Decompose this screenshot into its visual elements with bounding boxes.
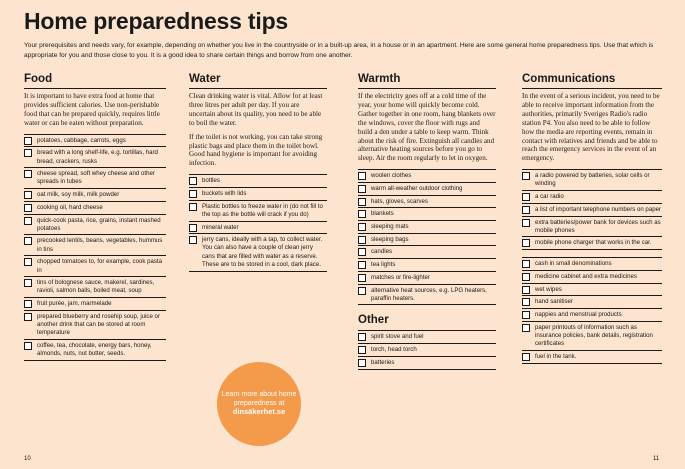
- checklist-item-label: tins of bolognese sauce, makerel, sardines, ravioli, salmon balls, boiled meat, soup: [37, 279, 155, 295]
- checklist-item[interactable]: [358, 331, 496, 344]
- checkbox[interactable]: [24, 300, 32, 308]
- checkbox[interactable]: [189, 190, 197, 198]
- checklist-item[interactable]: [358, 285, 496, 306]
- food-column: [24, 72, 166, 361]
- water-column: [189, 72, 327, 272]
- checkbox[interactable]: [358, 172, 366, 180]
- checklist-item[interactable]: [189, 175, 327, 188]
- badge-link[interactable]: dinsäkerhet.se: [232, 407, 286, 417]
- checkbox[interactable]: [189, 203, 197, 211]
- checklist-item-label: batteries: [371, 358, 395, 366]
- food-heading: Food: [24, 72, 166, 89]
- checklist-item[interactable]: [522, 191, 662, 204]
- checkbox[interactable]: [24, 191, 32, 199]
- checklist-item-label: prepared blueberry and rosehip soup, juice or another drink that can be stored at room temperature: [37, 312, 160, 337]
- checklist-item[interactable]: [24, 298, 166, 311]
- checklist-item[interactable]: [358, 344, 496, 357]
- checklist-item[interactable]: [522, 237, 662, 250]
- food-text: It is important to have extra food at home that provides sufficient calories. Use non-perishable food that can be prepared quickly, requires little water or can be eaten without preparation.: [24, 92, 160, 127]
- checkbox[interactable]: [24, 204, 32, 212]
- checkbox[interactable]: [358, 198, 366, 206]
- checklist-item[interactable]: [358, 221, 496, 234]
- checkbox[interactable]: [522, 298, 530, 306]
- checklist-item[interactable]: [24, 189, 166, 202]
- checklist-item[interactable]: [358, 259, 496, 272]
- checkbox[interactable]: [522, 206, 530, 214]
- checklist-item-label: a radio powered by batteries, solar cells or winding: [535, 172, 650, 188]
- checklist-item-label: Plastic bottles to freeze water in (do not fill to the top as the bottle will crack if you do): [202, 202, 323, 218]
- checkbox[interactable]: [522, 286, 530, 294]
- checklist-item-label: quick-cook pasta, rice, grains, instant mashed potatoes: [37, 216, 161, 232]
- checklist-item[interactable]: [522, 322, 662, 351]
- checkbox[interactable]: [522, 239, 530, 247]
- checklist-item[interactable]: [24, 340, 166, 361]
- checkbox[interactable]: [358, 248, 366, 256]
- checkbox[interactable]: [358, 185, 366, 193]
- checklist-item-label: oat milk, soy milk, milk powder: [37, 191, 120, 199]
- checkbox[interactable]: [24, 258, 32, 266]
- checkbox[interactable]: [189, 224, 197, 232]
- communications-checklist: [522, 169, 662, 250]
- checkbox[interactable]: [358, 236, 366, 244]
- checkbox[interactable]: [189, 177, 197, 185]
- checklist-item[interactable]: [189, 234, 327, 271]
- badge-text: Learn more about home preparedness at: [221, 391, 297, 407]
- communications-text: In the event of a serious incident, you need to be able to receive important information from the authorities, primarily Sveriges Radio's radio station P4. You also need to be able to follow how the media are reporting events, remain in contact with relatives and friends and be able to reach the emergency services in the event of an emergency.: [522, 92, 660, 163]
- checkbox[interactable]: [358, 333, 366, 341]
- checkbox[interactable]: [24, 279, 32, 287]
- water-text-2: If the toilet is not working, you can take strong plastic bags and place them in the toilet bowl. Good hand hygiene is important for avoiding infection.: [189, 132, 323, 168]
- checklist-item-label: precooked lentils, beans, vegetables, hummus in tins: [37, 237, 163, 253]
- checklist-item-label: potatoes, cabbage, carrots, eggs: [37, 136, 126, 144]
- checklist-item[interactable]: [522, 271, 662, 284]
- water-heading: Water: [189, 72, 327, 89]
- page-number-left: 10: [24, 456, 31, 462]
- checkbox[interactable]: [24, 217, 32, 225]
- checklist-item-label: fruit purée, jam, marmelade: [37, 300, 112, 308]
- checkbox[interactable]: [358, 274, 366, 282]
- checklist-item[interactable]: [24, 215, 166, 236]
- checklist-item[interactable]: [522, 309, 662, 322]
- checklist-item-label: cooking oil, hard cheese: [37, 203, 103, 211]
- checklist-item[interactable]: [189, 201, 327, 222]
- checklist-item[interactable]: [358, 272, 496, 285]
- checklist-item[interactable]: [358, 246, 496, 259]
- checklist-item-label: hand sanitiser: [535, 298, 573, 306]
- other-heading: Other: [358, 314, 389, 327]
- checkbox[interactable]: [522, 260, 530, 268]
- warmth-column: [358, 72, 496, 370]
- checkbox[interactable]: [522, 219, 530, 227]
- checklist-item[interactable]: [24, 277, 166, 298]
- warmth-heading: Warmth: [358, 72, 496, 89]
- checkbox[interactable]: [24, 313, 32, 321]
- checklist-item-label: bottles: [202, 177, 220, 185]
- checklist-item[interactable]: [189, 222, 327, 235]
- checkbox[interactable]: [358, 346, 366, 354]
- checklist-item-label: sleeping bags: [371, 235, 409, 243]
- checklist-item-label: spirit stove and fuel: [371, 333, 424, 341]
- checkbox[interactable]: [358, 261, 366, 269]
- checklist-item[interactable]: [522, 351, 662, 364]
- checklist-item-label: wet wipes: [535, 285, 562, 293]
- checklist-item-label: a car radio: [535, 193, 564, 201]
- checkbox[interactable]: [358, 287, 366, 295]
- checklist-item[interactable]: [24, 235, 166, 256]
- checkbox[interactable]: [358, 359, 366, 367]
- communications-column: [522, 72, 662, 364]
- checklist-item-label: buckets with lids: [202, 189, 247, 197]
- checkbox[interactable]: [522, 353, 530, 361]
- checkbox[interactable]: [24, 237, 32, 245]
- checklist-item-label: alternative heat sources, e.g. LPG heaters, paraffin heaters.: [371, 286, 487, 302]
- checklist-item[interactable]: [358, 183, 496, 196]
- checklist-item[interactable]: [189, 188, 327, 201]
- checklist-item-label: cheese spread, soft whey cheese and other spreads in tubes: [37, 170, 155, 186]
- checklist-item-label: fuel in the tank.: [535, 352, 577, 360]
- learn-more-badge[interactable]: [217, 362, 301, 446]
- checklist-item[interactable]: [24, 256, 166, 277]
- checklist-item[interactable]: [24, 311, 166, 340]
- checklist-item-label: woolen clothes: [371, 172, 412, 180]
- checklist-item-label: candles: [371, 248, 393, 256]
- page-title: Home preparedness tips: [24, 8, 289, 34]
- communications-heading: Communications: [522, 72, 662, 89]
- checklist-item-label: extra batteries/power bank for devices such as mobile phones: [535, 218, 661, 234]
- checklist-item[interactable]: [522, 170, 662, 191]
- checkbox[interactable]: [358, 223, 366, 231]
- checklist-item-label: chopped tomatoes to, for example, cook pasta in: [37, 258, 162, 274]
- checklist-item[interactable]: [522, 296, 662, 309]
- page-number-right: 11: [653, 456, 660, 462]
- checklist-item[interactable]: [24, 202, 166, 215]
- checkbox[interactable]: [189, 236, 197, 244]
- checklist-item-label: matches or fire-lighter: [371, 273, 430, 281]
- checkbox[interactable]: [358, 210, 366, 218]
- checklist-item[interactable]: [522, 217, 662, 238]
- checkbox[interactable]: [522, 193, 530, 201]
- checkbox[interactable]: [24, 342, 32, 350]
- supplies-checklist: [522, 257, 662, 363]
- checklist-item[interactable]: [358, 170, 496, 183]
- checklist-item-label: hats, gloves, scarves: [371, 197, 428, 205]
- checklist-item[interactable]: [24, 168, 166, 189]
- checklist-item[interactable]: [24, 135, 166, 148]
- checkbox[interactable]: [24, 170, 32, 178]
- checklist-item[interactable]: [522, 258, 662, 271]
- checklist-item[interactable]: [522, 284, 662, 297]
- food-checklist: [24, 134, 166, 361]
- checklist-item-label: warm all-weather outdoor clothing: [371, 184, 463, 192]
- checklist-item[interactable]: [358, 357, 496, 370]
- other-checklist: [358, 330, 496, 369]
- checklist-item[interactable]: [358, 208, 496, 221]
- checkbox[interactable]: [522, 273, 530, 281]
- intro-text: Your prerequisites and needs vary, for example, depending on whether you live in the countryside or in a built-up area, in a house or in an apartment. Here are some general home preparedness tips. Use that which is appropriate for you and those close to you. It is a good idea to share certain things and borrow from one another.: [24, 42, 654, 59]
- checklist-item[interactable]: [358, 234, 496, 247]
- checklist-item[interactable]: [24, 147, 166, 168]
- checklist-item-label: tea lights: [371, 261, 396, 269]
- warmth-checklist: [358, 169, 496, 305]
- checkbox[interactable]: [522, 311, 530, 319]
- water-text-1: Clean drinking water is vital. Allow for at least three litres per adult per day. If you are uncertain about its quality, you need to be able to boil the water.: [189, 92, 323, 127]
- water-checklist: [189, 174, 327, 271]
- checklist-item-label: cash in small denominations: [535, 260, 612, 268]
- checklist-item-label: sleeping mats: [371, 223, 409, 231]
- checklist-item-label: torch, head torch: [371, 346, 417, 354]
- checklist-item-label: mineral water: [202, 223, 239, 231]
- checklist-item-label: a list of important telephone numbers on paper: [535, 205, 662, 213]
- checkbox[interactable]: [24, 137, 32, 145]
- checklist-item-label: mobile phone charger that works in the car.: [535, 239, 652, 247]
- checklist-item-label: bread with a long shelf-life, e.g. tortillas, hard bread, crackers, rusks: [37, 149, 158, 165]
- checklist-item-label: jerry cans, ideally with a tap, to collect water. You can also have a couple of clean jerry cans that are filled with water as a reserve. These are to be stored in a cool, dark place.: [202, 236, 323, 268]
- checklist-item-label: nappies and menstrual products: [535, 310, 622, 318]
- checklist-item[interactable]: [522, 204, 662, 217]
- checkbox[interactable]: [522, 172, 530, 180]
- checklist-item[interactable]: [358, 196, 496, 209]
- checkbox[interactable]: [24, 149, 32, 157]
- checkbox[interactable]: [522, 324, 530, 332]
- checklist-item-label: paper printouts of information such as insurance policies, bank details, registration certificates: [535, 323, 653, 348]
- checklist-item-label: medicine cabinet and extra medicines: [535, 272, 637, 280]
- warmth-text: If the electricity goes off at a cold time of the year, your home will quickly become cold. Gather together in one room, hang blankets over the windows, cover the floor with rugs and build a den under a table to keep warm. Think about the risk of fire. Extinguish all candles and alternative heating sources before you go to sleep. Air the room regularly to let in oxygen.: [358, 92, 496, 163]
- checklist-item-label: coffee, tea, chocolate, energy bars, honey, almonds, nuts, nut butter, seeds.: [37, 341, 152, 358]
- checklist-item-label: blankets: [371, 210, 394, 218]
